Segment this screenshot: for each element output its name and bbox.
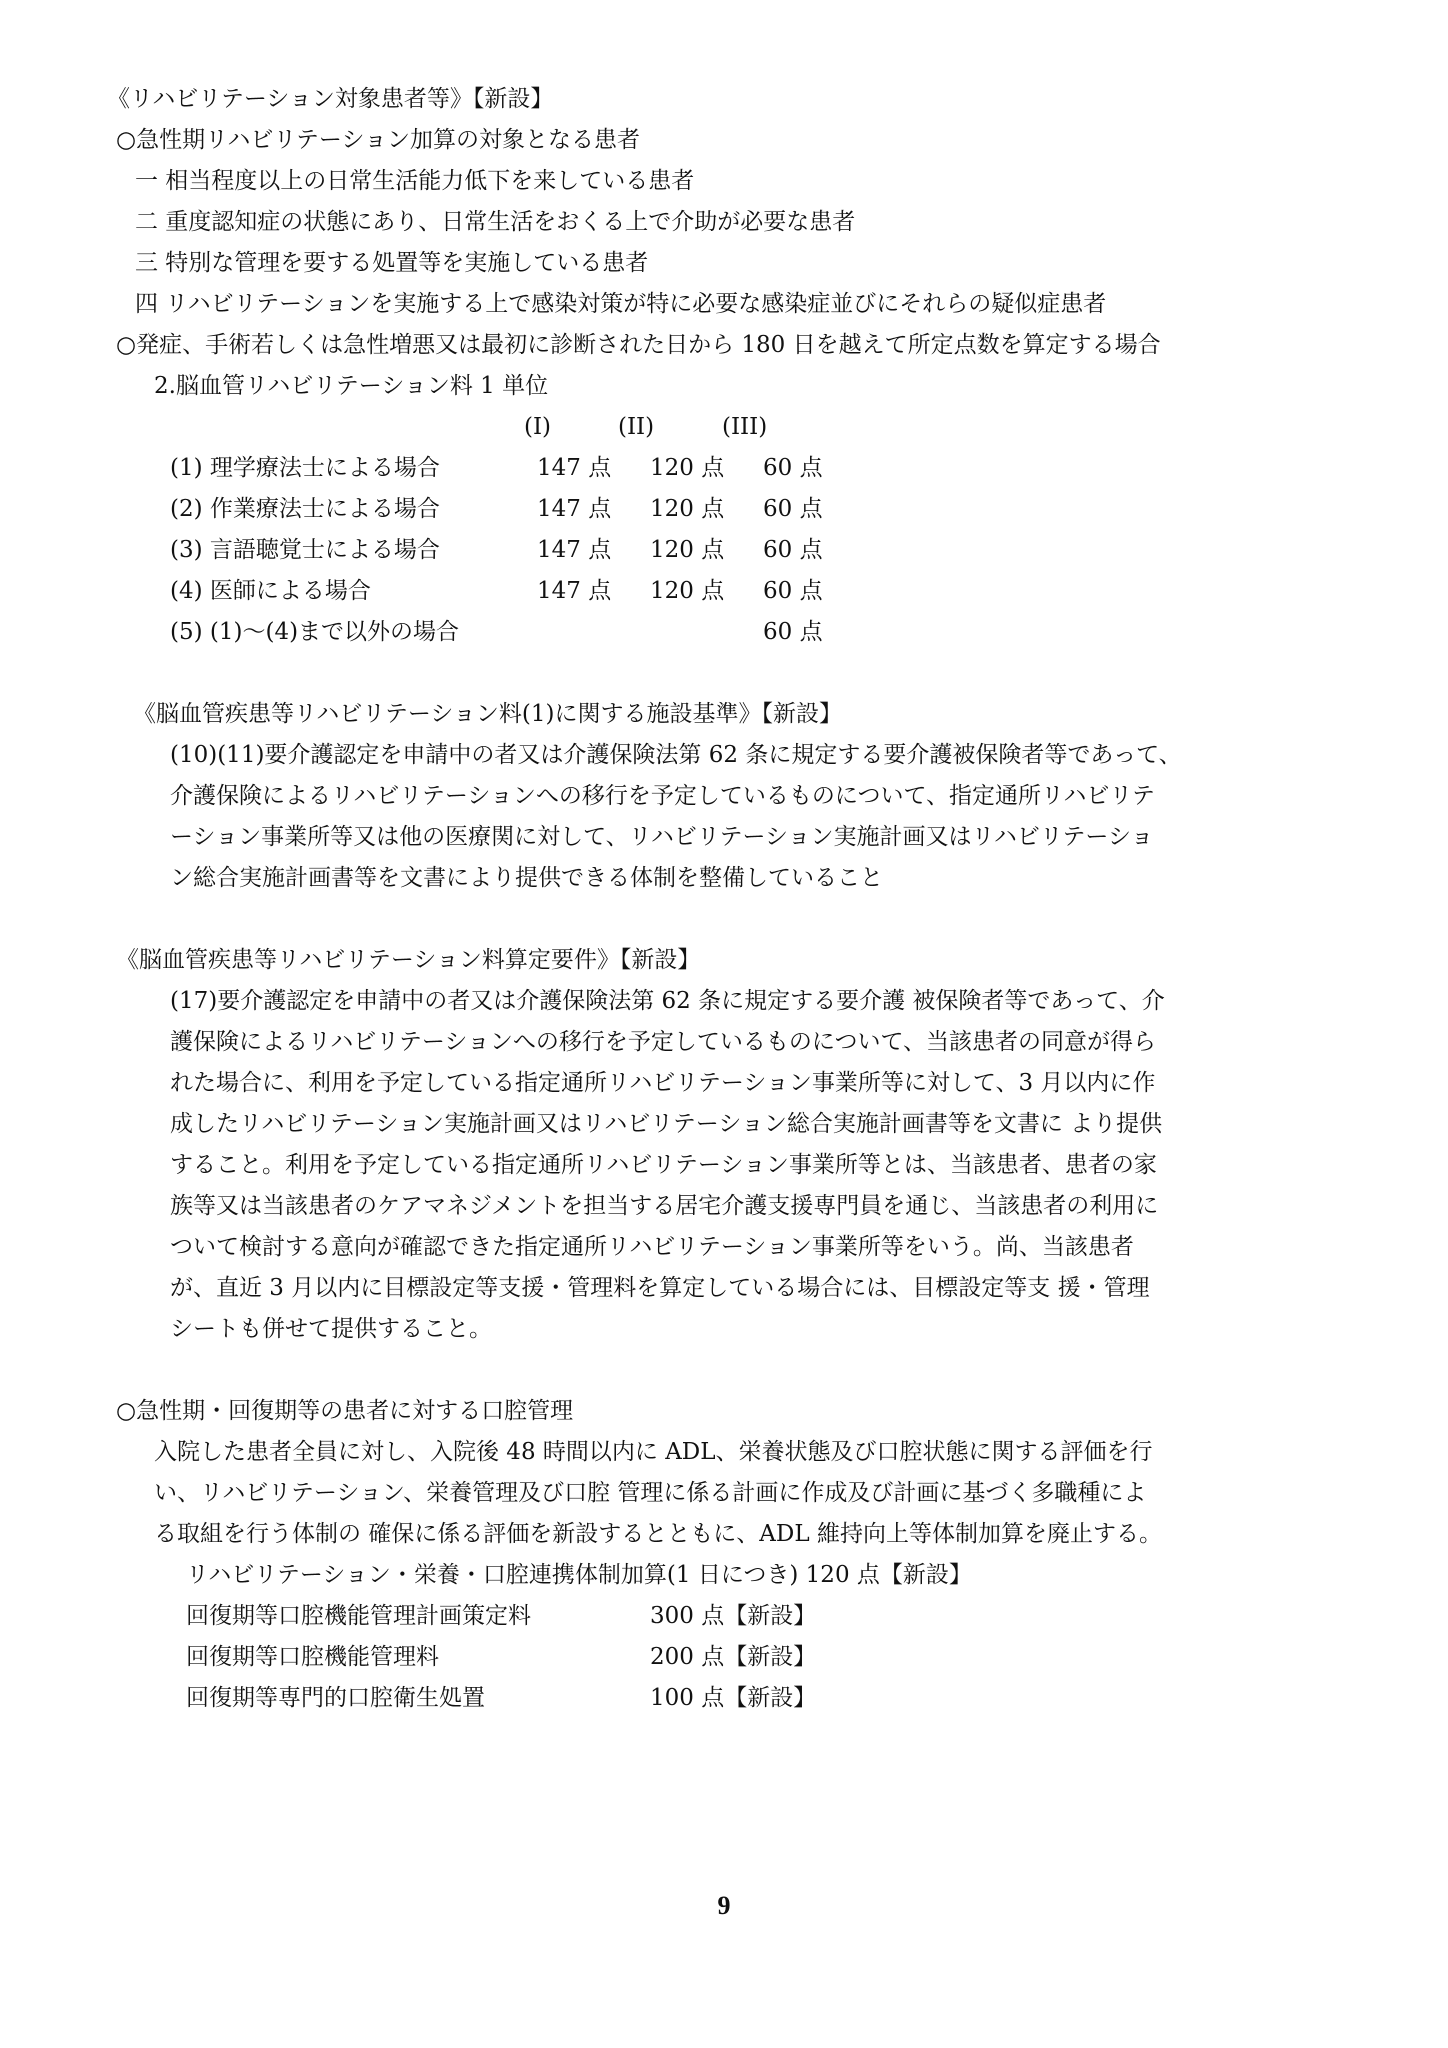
fee-value: 120 点 [650, 578, 725, 604]
section3-line-8: が、直近 3 月以内に目標設定等支援・管理料を算定している場合には、目標設定等支 援・管理 [170, 1275, 1150, 1301]
section2-line-1: (10)(11)要介護認定を申請中の者又は介護保険法第 62 条に規定する要介護被保険者等であって、 [170, 742, 1182, 768]
fee-value: 60 点 [763, 455, 823, 481]
section1-item-1: 一 相当程度以上の日常生活能力低下を来している患者 [135, 168, 695, 194]
fee-row-label: (5) (1)～(4)まで以外の場合 [170, 619, 460, 645]
section3-line-5: すること。利用を予定している指定通所リハビリテーション事業所等とは、当該患者、患者の家 [170, 1152, 1157, 1178]
section3-line-3: れた場合に、利用を予定している指定通所リハビリテーション事業所等に対して、3 月以内に作 [170, 1070, 1156, 1096]
section4-line-1: 入院した患者全員に対し、入院後 48 時間以内に ADL、栄養状態及び口腔状態に関する評価を行 [154, 1439, 1153, 1465]
section2-line-3: ーション事業所等又は他の医療関に対して、リハビリテーション実施計画又はリハビリテーショ [170, 824, 1154, 850]
section2-line-4: ン総合実施計画書等を文書により提供できる体制を整備していること [170, 865, 883, 891]
section4-fee-label: 回復期等口腔機能管理料 [186, 1644, 439, 1670]
section3-line-2: 護保険によるリハビリテーションへの移行を予定しているものについて、当該患者の同意が得ら [170, 1029, 1157, 1055]
section1-heading: 《リハビリテーション対象患者等》【新設】 [107, 86, 554, 112]
section1-subheading: ○急性期リハビリテーション加算の対象となる患者 [116, 127, 640, 153]
fee-row-label: (3) 言語聴覚士による場合 [170, 537, 440, 563]
fee-column-header-3: (III) [722, 414, 768, 440]
section2-line-2: 介護保険によるリハビリテーションへの移行を予定しているものについて、指定通所リハビリテ [170, 783, 1155, 809]
section2-heading: 《脳血管疾患等リハビリテーション料(1)に関する施設基準》【新設】 [133, 701, 843, 727]
fee-value: 120 点 [650, 496, 725, 522]
fee-value: 120 点 [650, 455, 725, 481]
section1-item-2: 二 重度認知症の状態にあり、日常生活をおくる上で介助が必要な患者 [135, 209, 856, 235]
fee-value: 60 点 [763, 537, 823, 563]
section4-line-2: い、リハビリテーション、栄養管理及び口腔 管理に係る計画に作成及び計画に基づく多職種によ [154, 1480, 1147, 1506]
section3-line-4: 成したリハビリテーション実施計画又はリハビリテーション総合実施計画書等を文書に より提供 [170, 1111, 1163, 1137]
section3-line-6: 族等又は当該患者のケアマネジメントを担当する居宅介護支援専門員を通じ、当該患者の利用に [170, 1193, 1159, 1219]
section3-line-1: (17)要介護認定を申請中の者又は介護保険法第 62 条に規定する要介護 被保険者等であって、介 [170, 988, 1165, 1014]
fee-value: 147 点 [537, 537, 612, 563]
section3-line-7: ついて検討する意向が確認できた指定通所リハビリテーション事業所等をいう。尚、当該患者 [170, 1234, 1134, 1260]
fee-value: 147 点 [537, 496, 612, 522]
fee-value: 147 点 [537, 455, 612, 481]
section4-fee-value: 200 点【新設】 [650, 1644, 817, 1670]
section4-fee-label: 回復期等口腔機能管理計画策定料 [186, 1603, 531, 1629]
fee-column-header-1: (I) [524, 414, 552, 440]
fee-value: 147 点 [537, 578, 612, 604]
fee-row-label: (2) 作業療法士による場合 [170, 496, 440, 522]
section4-fee-label: 回復期等専門的口腔衛生処置 [186, 1685, 485, 1711]
section3-line-9: シートも併せて提供すること。 [170, 1316, 492, 1342]
page-number: 9 [717, 1891, 731, 1920]
section4-fee-label: リハビリテーション・栄養・口腔連携体制加算(1 日につき) 120 点【新設】 [186, 1562, 972, 1588]
fee-value: 60 点 [763, 496, 823, 522]
section3-heading: 《脳血管疾患等リハビリテーション料算定要件》【新設】 [116, 947, 701, 973]
fee-value: 60 点 [763, 578, 823, 604]
section1-note: ○発症、手術若しくは急性増悪又は最初に診断された日から 180 日を越えて所定点数を算定する場合 [116, 332, 1161, 358]
fee-table-title: 2.脳血管リハビリテーション料 1 単位 [154, 373, 549, 399]
section4-line-3: る取組を行う体制の 確保に係る評価を新設するとともに、ADL 維持向上等体制加算を廃止する。 [154, 1521, 1162, 1547]
section4-fee-value: 100 点【新設】 [650, 1685, 817, 1711]
section1-item-3: 三 特別な管理を要する処置等を実施している患者 [135, 250, 649, 276]
fee-row-label: (1) 理学療法士による場合 [170, 455, 440, 481]
section4-fee-value: 300 点【新設】 [650, 1603, 817, 1629]
section4-heading: ○急性期・回復期等の患者に対する口腔管理 [116, 1398, 574, 1424]
section1-item-4: 四 リハビリテーションを実施する上で感染対策が特に必要な感染症並びにそれらの疑似症患者 [135, 291, 1107, 317]
fee-value: 60 点 [763, 619, 823, 645]
fee-row-label: (4) 医師による場合 [170, 578, 371, 604]
fee-column-header-2: (II) [618, 414, 655, 440]
fee-value: 120 点 [650, 537, 725, 563]
